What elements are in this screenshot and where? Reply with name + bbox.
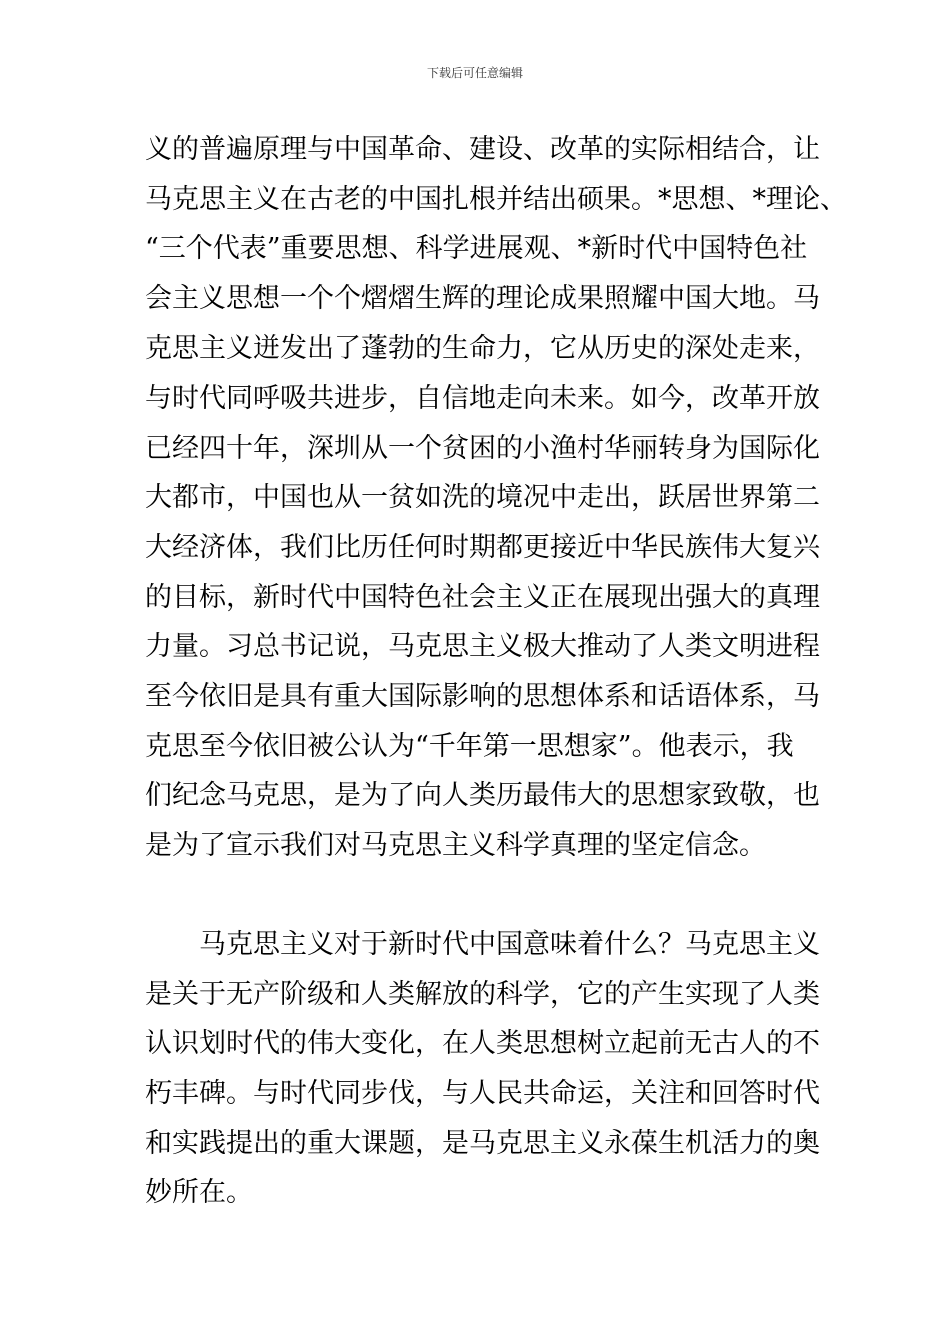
text-line: 是为了宣示我们对马克思主义科学真理的坚定信念。: [145, 830, 766, 861]
text-line: 大都市，中国也从一贫如洗的境况中走出，跃居世界第二: [145, 482, 820, 513]
text-line: 们纪念马克思，是为了向人类历最伟大的思想家致敬，也: [145, 780, 820, 811]
text-line: 会主义思想一个个熠熠生辉的理论成果照耀中国大地。马: [145, 283, 820, 314]
text-line: 认识划时代的伟大变化，在人类思想树立起前无古人的不: [145, 1028, 820, 1059]
text-line: 与时代同呼吸共进步，自信地走向未来。如今，改革开放: [145, 383, 820, 414]
text-line: 力量。习总书记说，马克思主义极大推动了人类文明进程: [145, 631, 820, 662]
text-line: 义的普遍原理与中国革命、建设、改革的实际相结合，让: [145, 134, 820, 165]
text-line: 至今依旧是具有重大国际影响的思想体系和话语体系，马: [145, 681, 820, 712]
text-line: 是关于无产阶级和人类解放的科学，它的产生实现了人类: [145, 979, 820, 1010]
text-line: 克思主义迸发出了蓬勃的生命力，它从历史的深处走来，: [145, 333, 820, 364]
page-header-note: 下载后可任意编辑: [426, 66, 523, 80]
text-line: 大经济体，我们比历任何时期都更接近中华民族伟大复兴: [145, 532, 820, 563]
text-line: 和实践提出的重大课题，是马克思主义永葆生机活力的奥: [145, 1128, 820, 1159]
text-line: 已经四十年，深圳从一个贫困的小渔村华丽转身为国际化: [145, 433, 820, 464]
text-line: 克思至今依旧被公认为“千年第一思想家”。他表示，我: [145, 731, 794, 762]
text-line: 马克思主义在古老的中国扎根并结出硕果。*思想、*理论、: [145, 184, 847, 215]
text-line: 妙所在。: [145, 1177, 253, 1208]
text-line: “三个代表”重要思想、科学进展观、*新时代中国特色社: [145, 233, 808, 264]
text-line: 朽丰碑。与时代同步伐，与人民共命运，关注和回答时代: [145, 1078, 820, 1109]
text-line: 马克思主义对于新时代中国意味着什么？马克思主义: [199, 929, 820, 960]
text-line: 的目标，新时代中国特色社会主义正在展现出强大的真理: [145, 582, 820, 613]
